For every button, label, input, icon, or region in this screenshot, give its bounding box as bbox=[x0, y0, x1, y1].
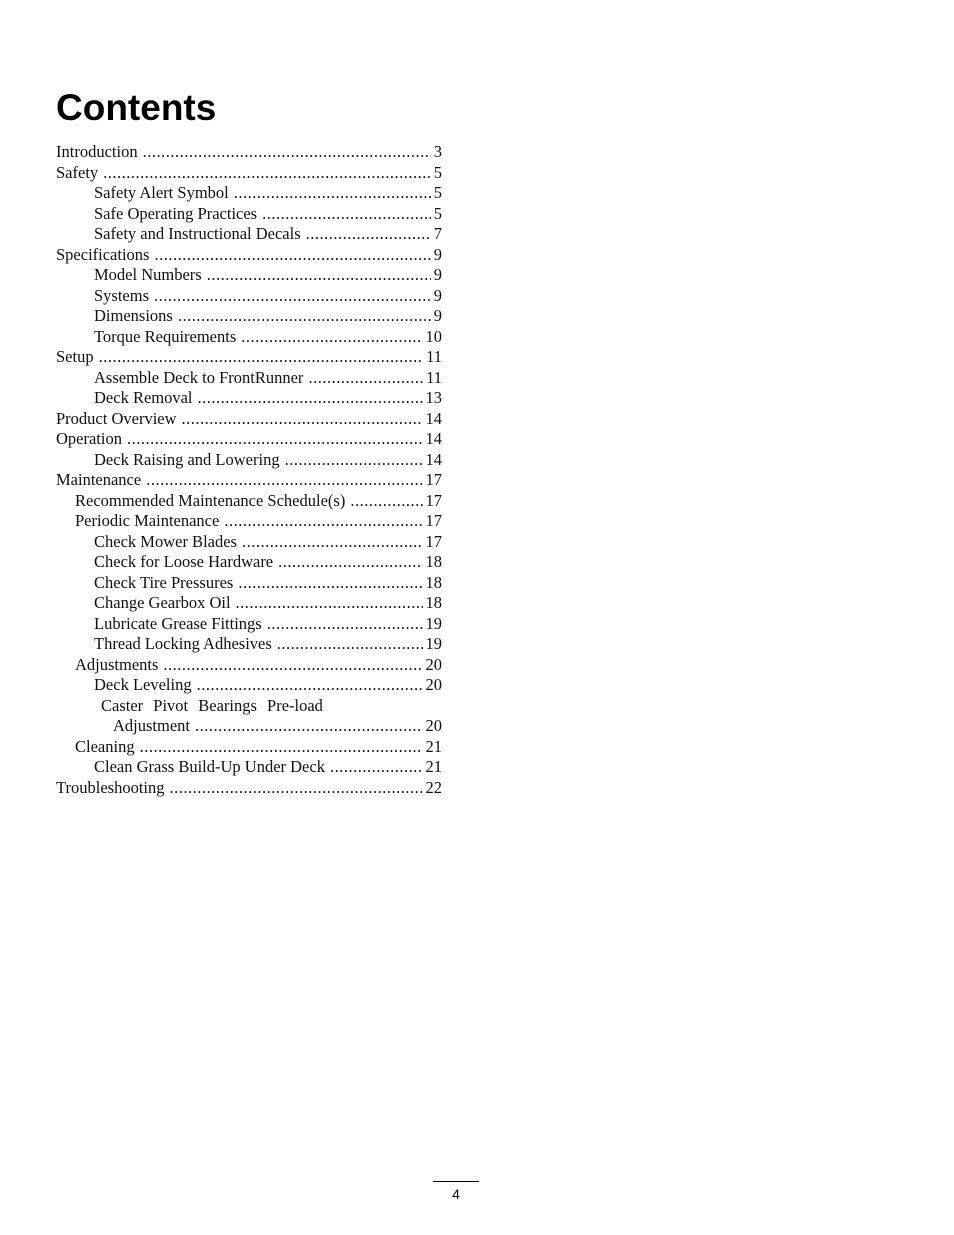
dot-leader bbox=[154, 286, 431, 307]
dot-leader bbox=[350, 491, 422, 512]
toc-entry-torque-requirements[interactable] bbox=[56, 327, 442, 348]
toc-entry-safety-alert-symbol[interactable] bbox=[56, 183, 442, 204]
toc-entry-title: Check Mower Blades bbox=[94, 531, 237, 551]
toc-entry-title: Recommended Maintenance Schedule(s) bbox=[75, 490, 346, 510]
page-title: Contents bbox=[56, 87, 217, 128]
dot-leader bbox=[278, 552, 422, 573]
toc-entry-title: Clean Grass Build-Up Under Deck bbox=[94, 757, 325, 776]
toc-page-number: 9 bbox=[433, 285, 442, 305]
dot-leader bbox=[285, 450, 423, 471]
toc-entry-title: Maintenance bbox=[56, 470, 142, 489]
toc-page-number: 22 bbox=[425, 777, 442, 797]
toc-entry-maintenance-schedule[interactable] bbox=[56, 491, 442, 512]
toc-entry-title: Cleaning bbox=[75, 736, 135, 756]
table-of-contents bbox=[56, 142, 442, 798]
toc-entry-troubleshooting[interactable] bbox=[56, 778, 442, 799]
dot-leader bbox=[277, 634, 423, 655]
toc-entry-title: Thread Locking Adhesives bbox=[94, 634, 272, 653]
toc-entry-title: Deck Leveling bbox=[94, 675, 192, 694]
dot-leader bbox=[224, 511, 422, 532]
dot-leader bbox=[195, 716, 423, 737]
dot-leader bbox=[154, 245, 430, 266]
toc-entry-title: Introduction bbox=[56, 142, 138, 161]
toc-entry-clean-grass-build-up[interactable] bbox=[56, 757, 442, 778]
toc-page-number: 5 bbox=[433, 203, 442, 223]
toc-entry-safety[interactable] bbox=[56, 163, 442, 184]
toc-entry-assemble-deck[interactable] bbox=[56, 368, 442, 389]
toc-entry-caster-adjustment[interactable] bbox=[56, 716, 442, 737]
toc-entry-title: Operation bbox=[56, 429, 122, 448]
dot-leader bbox=[127, 429, 423, 450]
dot-leader bbox=[330, 757, 423, 778]
toc-entry-deck-raising-lowering[interactable] bbox=[56, 450, 442, 471]
toc-entry-title: Change Gearbox Oil bbox=[94, 593, 231, 612]
toc-entry-title: Product Overview bbox=[56, 408, 177, 428]
toc-entry-check-loose-hardware[interactable] bbox=[56, 552, 442, 573]
toc-page-number: 19 bbox=[425, 613, 442, 633]
toc-page-number: 18 bbox=[425, 593, 442, 612]
toc-entry-title: Deck Removal bbox=[94, 388, 193, 407]
toc-page-number: 20 bbox=[425, 716, 442, 735]
toc-page-number: 19 bbox=[425, 634, 442, 653]
toc-page-number: 3 bbox=[433, 142, 442, 161]
dot-leader bbox=[103, 163, 431, 184]
dot-leader bbox=[143, 142, 431, 163]
toc-entry-title: Deck Raising and Lowering bbox=[94, 449, 280, 469]
toc-entry-title: Model Numbers bbox=[94, 265, 202, 284]
toc-page-number: 9 bbox=[433, 244, 442, 264]
toc-page-number: 9 bbox=[433, 265, 442, 284]
toc-entry-product-overview[interactable] bbox=[56, 409, 442, 430]
toc-page-number: 18 bbox=[425, 572, 442, 592]
toc-page-number: 17 bbox=[425, 511, 442, 530]
toc-entry-model-numbers[interactable] bbox=[56, 265, 442, 286]
toc-entry-cleaning[interactable] bbox=[56, 737, 442, 758]
toc-entry-check-mower-blades[interactable] bbox=[56, 532, 442, 553]
dot-leader bbox=[163, 655, 422, 676]
dot-leader bbox=[207, 265, 431, 286]
dot-leader bbox=[99, 347, 424, 368]
toc-entry-setup[interactable] bbox=[56, 347, 442, 368]
dot-leader bbox=[178, 306, 431, 327]
dot-leader bbox=[236, 593, 423, 614]
toc-entry-deck-removal[interactable] bbox=[56, 388, 442, 409]
toc-entry-change-gearbox-oil[interactable] bbox=[56, 593, 442, 614]
toc-page-number: 13 bbox=[425, 388, 442, 407]
toc-entry-title: Dimensions bbox=[94, 306, 173, 325]
toc-entry-operation[interactable] bbox=[56, 429, 442, 450]
page-number: 4 bbox=[452, 1186, 460, 1202]
toc-entry-thread-locking-adhesives[interactable] bbox=[56, 634, 442, 655]
toc-entry-title: Troubleshooting bbox=[56, 777, 165, 797]
toc-entry-specifications[interactable] bbox=[56, 245, 442, 266]
toc-page-number: 14 bbox=[425, 429, 442, 448]
toc-entry-title: Caster Pivot Bearings Pre-load bbox=[101, 695, 323, 715]
dot-leader bbox=[306, 224, 431, 245]
toc-entry-systems[interactable] bbox=[56, 286, 442, 307]
toc-entry-title: Specifications bbox=[56, 244, 150, 264]
toc-entry-title: Assemble Deck to FrontRunner bbox=[94, 367, 304, 387]
toc-page-number: 11 bbox=[426, 367, 442, 387]
dot-leader bbox=[146, 470, 422, 491]
toc-page-number: 20 bbox=[425, 675, 442, 694]
toc-entry-title: Setup bbox=[56, 347, 94, 366]
toc-page-number: 14 bbox=[425, 449, 442, 469]
toc-entry-maintenance[interactable] bbox=[56, 470, 442, 491]
toc-entry-title: Safety Alert Symbol bbox=[94, 183, 229, 202]
dot-leader bbox=[242, 532, 423, 553]
dot-leader bbox=[140, 737, 423, 758]
toc-page-number: 5 bbox=[433, 162, 442, 182]
toc-page-number: 10 bbox=[425, 326, 442, 346]
toc-entry-caster-pivot-bearings[interactable] bbox=[56, 696, 442, 717]
dot-leader bbox=[241, 327, 422, 348]
dot-leader bbox=[170, 778, 423, 799]
toc-page-number: 21 bbox=[425, 736, 442, 756]
toc-entry-title: Safety and Instructional Decals bbox=[94, 224, 301, 243]
toc-entry-deck-leveling[interactable] bbox=[56, 675, 442, 696]
toc-entry-title: Safe Operating Practices bbox=[94, 203, 258, 223]
toc-page-number: 18 bbox=[425, 552, 442, 571]
toc-entry-title: Torque Requirements bbox=[94, 326, 237, 346]
toc-entry-title: Check for Loose Hardware bbox=[94, 552, 274, 571]
dot-leader bbox=[197, 675, 423, 696]
dot-leader bbox=[182, 409, 423, 430]
dot-leader bbox=[234, 183, 431, 204]
toc-entry-title: Lubricate Grease Fittings bbox=[94, 613, 262, 633]
toc-page-number: 17 bbox=[425, 470, 442, 489]
toc-page-number: 14 bbox=[425, 408, 442, 428]
toc-entry-title: Check Tire Pressures bbox=[94, 572, 234, 592]
toc-page-number: 17 bbox=[425, 490, 442, 510]
footer-rule bbox=[433, 1181, 479, 1182]
toc-entry-safety-decals[interactable] bbox=[56, 224, 442, 245]
dot-leader bbox=[262, 204, 431, 225]
dot-leader bbox=[198, 388, 423, 409]
toc-page-number: 21 bbox=[425, 757, 442, 776]
toc-page-number: 11 bbox=[426, 347, 442, 366]
toc-entry-title: Periodic Maintenance bbox=[75, 511, 220, 530]
toc-entry-introduction[interactable] bbox=[56, 142, 442, 163]
toc-entry-title: Systems bbox=[94, 285, 150, 305]
toc-page-number: 7 bbox=[433, 224, 442, 243]
toc-page-number: 9 bbox=[433, 306, 442, 325]
toc-page-number: 17 bbox=[425, 531, 442, 551]
toc-entry-title: Adjustments bbox=[75, 654, 159, 674]
toc-entry-check-tire-pressures[interactable] bbox=[56, 573, 442, 594]
toc-entry-title: Adjustment bbox=[113, 716, 190, 735]
toc-page-number: 20 bbox=[425, 654, 442, 674]
dot-leader bbox=[267, 614, 423, 635]
toc-entry-adjustments[interactable] bbox=[56, 655, 442, 676]
toc-entry-periodic-maintenance[interactable] bbox=[56, 511, 442, 532]
dot-leader bbox=[308, 368, 423, 389]
toc-page-number: 5 bbox=[433, 183, 442, 202]
dot-leader bbox=[238, 573, 422, 594]
toc-entry-safe-operating-practices[interactable] bbox=[56, 204, 442, 225]
toc-entry-dimensions[interactable] bbox=[56, 306, 442, 327]
toc-entry-title: Safety bbox=[56, 162, 99, 182]
toc-entry-lubricate-grease-fittings[interactable] bbox=[56, 614, 442, 635]
